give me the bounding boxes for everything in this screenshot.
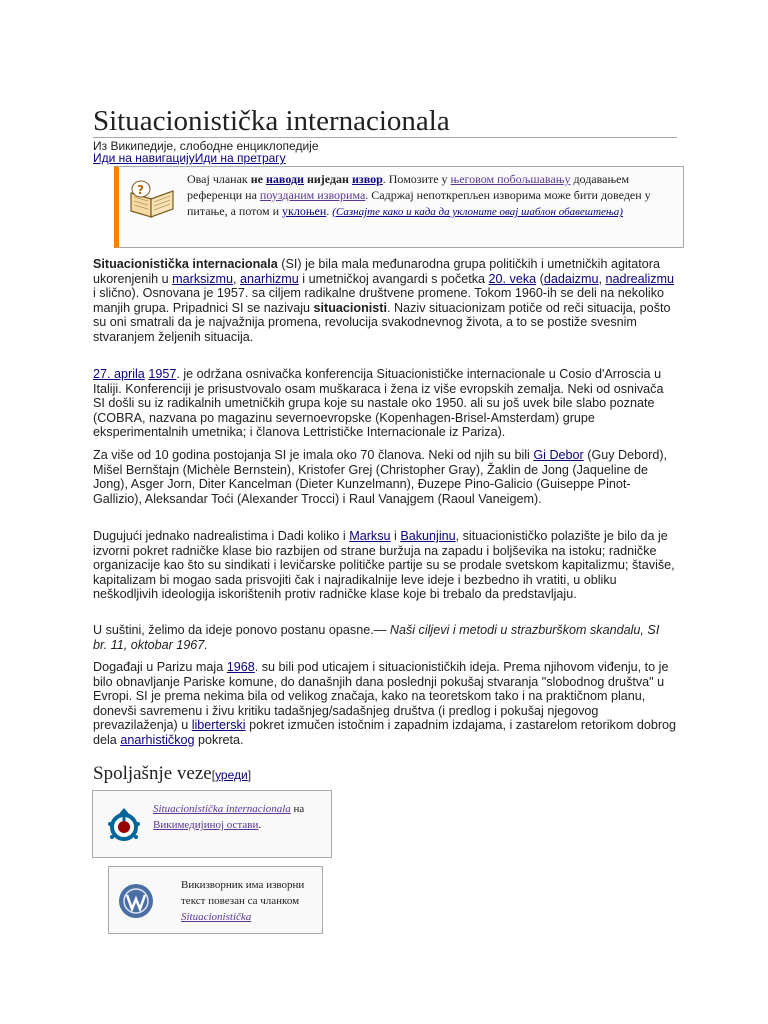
section-edit: [уреди] xyxy=(211,768,252,782)
commons-box xyxy=(92,790,332,858)
notice-link-how-to-remove[interactable]: (Сазнајте како и када да уклоните овај шаблон обавештења) xyxy=(332,206,623,218)
notice-link-improve[interactable]: његовом побољшавању xyxy=(450,172,571,186)
wikisource-text: Викизворник има изворни текст повезан са чланком Situacionistička xyxy=(181,879,305,923)
site-subtitle: Из Википедије, слободне енциклопедије xyxy=(93,139,319,153)
notice-link-reliable-sources[interactable]: поузданим изворима xyxy=(259,188,366,202)
link-20-veka[interactable]: 20. veka xyxy=(488,271,537,286)
notice-link-removed[interactable]: уклоњен xyxy=(282,204,327,218)
commons-text: Situacionistička internacionala на Викимедијиној остави. xyxy=(153,803,305,831)
jump-links xyxy=(93,152,286,165)
link-anarhistickog[interactable]: anarhističkog xyxy=(120,732,195,747)
page-title: Situacionistička internacionala xyxy=(93,105,450,137)
link-marksizmu[interactable]: marksizmu xyxy=(172,271,233,286)
notice-link-izvor[interactable]: извор xyxy=(351,172,383,186)
paragraph-intro: Situacionistička internacionala (SI) je bila mala međunarodna grupa političkih i umetničkih agitatora ukorenjenih u marksizmu, anarhizmu i umetničkoj avangardi s početka 20. veka (dadaizmu, nadrealizmu i slično). Osnovana je 1957. sa ciljem radikalne društvene promene. Tokom 1960-ih se deli na nekoliko manjih grupa. Pripadnici SI se nazivaju situacionisti. Naziv situacionizam potiče od reči situacija, pošto su oni smatrali da je najvažnija promena, revolucija svakodnevnog života, a to se postiže svesnim stvaranjem željenih situacija. xyxy=(93,257,675,344)
wikisource-article-link[interactable]: Situacionistička xyxy=(181,911,252,923)
link-dadaizmu[interactable]: dadaizmu xyxy=(543,271,599,286)
paragraph-1968: Događaji u Parizu maja 1968. su bili pod uticajem i situacionističkih ideja. Prema njihovom viđenju, to je bilo obnavljanje Pariske komune, do današnjih dana poslednji pokušaj stvaranja "slobodnog društva" u Evropi. SI je prema nekima bila od velikog značaja, kako na teoretskom tako i na praktičnom planu, donevši savremenu i živu kritiku tadašnjeg/sadašnjeg društva (i predlog i pokušaj njegovog prevazilaženja) u liberterski pokret izmučen istočnim i zapadnim izdajama, i zastarelom retorikom dobrog dela anarhističkog pokreta. xyxy=(93,660,677,747)
jump-to-navigation-link[interactable]: Иди на навигацију xyxy=(93,151,195,165)
quote-block: U suštini, želimo da ideje ponovo postanu opasne.— Naši ciljevi i metodi u strazburškom skandalu, SI br. 11, oktobar 1967. xyxy=(93,623,660,652)
edit-section-link[interactable]: уреди xyxy=(215,768,248,782)
link-marksu[interactable]: Marksu xyxy=(349,529,391,543)
notice-text: Овај чланак не наводи ниједан извор. Помозите у његовом побољшавању додавањем референци на поузданим изворима. Садржај непоткрепљен изворима може бити доведен у питање, а потом и уклоњен. (Сазнајте како и када да уклоните овај шаблон обавештења) xyxy=(187,172,651,218)
commons-article-link[interactable]: Situacionistička internacionala xyxy=(153,803,291,815)
link-anarhizmu[interactable]: anarhizmu xyxy=(240,271,299,286)
paragraph-founding: 27. aprila 1957. je održana osnivačka konferencija Situacionističke internacionale u Cosio d'Arroscia u Italiji. Konferenciji je prisustvovalo osam muškaraca i žena iz više evropskih zemalja. Neki od osnivača SI došli su iz radikalnih umetničkih grupa koje su nastale oko 1950. ali su još uvek bile slabo poznate (COBRA, nazvana po magazinu severnoevropske (Kopenhagen-Brisel-Amsterdam) grupe eksperimentalnih umetnika; i članova Lettrističke Internacionale iz Pariza). xyxy=(93,367,664,440)
commons-link[interactable]: Викимедијиној остави xyxy=(153,819,259,831)
wikisource-icon xyxy=(116,881,156,921)
open-book-question-icon xyxy=(129,179,175,219)
title-divider xyxy=(93,137,677,138)
link-liberterski[interactable]: liberterski xyxy=(191,718,246,733)
link-27-aprila[interactable]: 27. aprila xyxy=(93,367,145,381)
section-heading-external-links: Spoljašnje veze[уреди] xyxy=(93,763,252,784)
wikimedia-commons-icon xyxy=(106,806,142,846)
link-gi-debor[interactable]: Gi Debor xyxy=(533,448,584,462)
unsourced-notice-box xyxy=(114,166,684,248)
paragraph-members: Za više od 10 godina postojanja SI je imala oko 70 članova. Neki od njih su bili Gi Debor (Guy Debord), Mišel Bernštajn (Michèle Bernstein), Kristofer Grej (Christopher Gray), Žaklin de Jong (Jaqueline de Jong), Asger Jorn, Diter Kancelman (Dieter Kunzelmann), Đuzepe Pino-Galicio (Guiseppe Pinot-Gallizio), Aleksandar Toći (Alexander Trocci) i Raul Vanajgem (Raoul Vaneigem). xyxy=(93,448,668,506)
jump-to-search-link[interactable]: Иди на претрагу xyxy=(194,151,286,165)
link-1968[interactable]: 1968 xyxy=(226,660,255,674)
wikisource-box xyxy=(108,866,323,934)
paragraph-premise: Dugujući jednako nadrealistima i Dadi koliko i Marksu i Bakunjinu, situacionističko polazište je bilo da je izvorni pokret radničke klase bio razbijen od strane buržuja na zapadu i boljševika na istoku; radničke organizacije kao što su sindikati i levičarske političke partije su se prodale svetskom kapitalizmu; štaviše, kapitalizam bi mogao sada prisvojiti čak i najradikalnije leve ideje i bezbedno ih vratiti, u obliku neškodljivih ideologija iskorištenih protiv radničke klase koje bi trebalo da predstavljaju. xyxy=(93,529,675,602)
link-bakunjinu[interactable]: Bakunjinu xyxy=(400,529,456,543)
svg-text:?: ? xyxy=(137,183,144,197)
notice-link-navodi[interactable]: наводи xyxy=(266,172,304,186)
link-1957[interactable]: 1957 xyxy=(148,367,177,381)
link-nadrealizmu[interactable]: nadrealizmu xyxy=(605,271,675,286)
